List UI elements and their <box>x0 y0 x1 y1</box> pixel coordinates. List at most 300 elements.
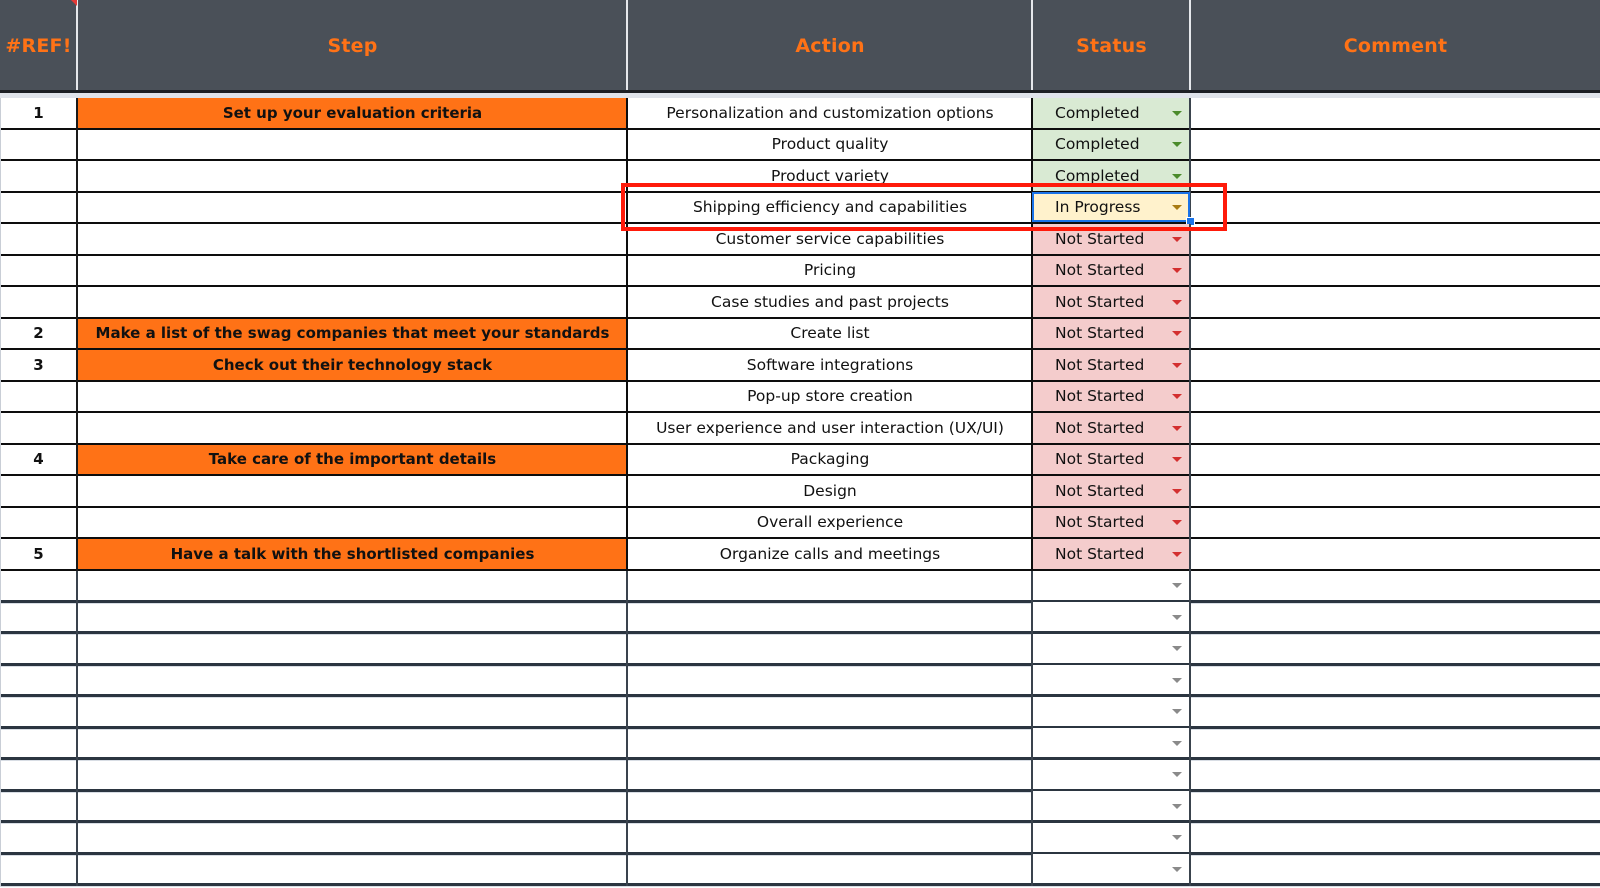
comment-cell[interactable] <box>1191 413 1600 443</box>
table-row <box>0 760 1600 792</box>
column-border <box>76 98 78 130</box>
column-border <box>76 161 78 193</box>
column-border <box>76 602 78 634</box>
status-dropdown[interactable] <box>1033 760 1190 790</box>
column-border <box>76 634 78 666</box>
column-border <box>1189 382 1191 414</box>
column-border <box>1189 634 1191 666</box>
status-dropdown[interactable] <box>1033 728 1190 758</box>
ref-cell[interactable] <box>0 508 77 538</box>
ref-cell[interactable] <box>0 382 77 412</box>
column-border <box>1031 539 1033 571</box>
status-dropdown[interactable] <box>1033 98 1190 128</box>
ref-cell[interactable] <box>0 287 77 317</box>
column-header-ref[interactable]: #REF! <box>5 35 72 57</box>
column-border <box>76 728 78 760</box>
action-cell[interactable]: Case studies and past projects <box>711 292 949 311</box>
table-row <box>0 382 1600 414</box>
comment-cell[interactable] <box>1191 445 1600 475</box>
status-dropdown[interactable] <box>1033 382 1190 412</box>
sheet-left-edge <box>0 508 1 540</box>
column-border <box>1031 98 1033 130</box>
ref-cell[interactable] <box>0 161 77 191</box>
table-row <box>0 697 1600 729</box>
action-cell[interactable] <box>628 854 1032 884</box>
dropdown-caret-icon[interactable] <box>1172 804 1182 809</box>
step-cell[interactable]: Take care of the important details <box>78 445 627 475</box>
comment-cell[interactable] <box>1191 508 1600 538</box>
column-border <box>626 760 628 792</box>
dropdown-caret-icon[interactable] <box>1172 583 1182 588</box>
dropdown-caret-icon[interactable] <box>1172 520 1182 525</box>
dropdown-caret-icon[interactable] <box>1172 237 1182 242</box>
sheet-left-edge <box>0 161 1 193</box>
column-border <box>1189 508 1191 540</box>
action-cell[interactable] <box>628 823 1032 853</box>
comment-cell[interactable] <box>1191 571 1600 601</box>
sheet-left-edge <box>0 823 1 855</box>
step-cell[interactable]: Check out their technology stack <box>78 350 627 380</box>
column-border <box>626 508 628 540</box>
header-divider <box>1189 0 1191 92</box>
table-row <box>0 571 1600 603</box>
status-dropdown[interactable] <box>1033 602 1190 632</box>
comment-cell[interactable] <box>1191 602 1600 632</box>
dropdown-caret-icon[interactable] <box>1172 205 1182 210</box>
header-divider <box>626 0 628 92</box>
ref-cell[interactable] <box>0 823 77 853</box>
sheet-left-edge <box>0 130 1 162</box>
sheet-left-edge <box>0 791 1 823</box>
comment-cell[interactable] <box>1191 161 1600 191</box>
action-cell[interactable] <box>628 602 1032 632</box>
dropdown-caret-icon[interactable] <box>1172 678 1182 683</box>
status-dropdown[interactable] <box>1033 130 1190 160</box>
status-dropdown[interactable] <box>1033 697 1190 727</box>
table-row <box>0 161 1600 193</box>
dropdown-caret-icon[interactable] <box>1172 331 1182 336</box>
step-cell[interactable] <box>78 287 627 317</box>
step-cell[interactable] <box>78 476 627 506</box>
column-border <box>1189 130 1191 162</box>
column-border <box>626 539 628 571</box>
status-value: Not Started <box>1055 261 1145 280</box>
action-cell[interactable]: Packaging <box>790 450 870 469</box>
step-cell[interactable] <box>78 854 627 884</box>
status-dropdown[interactable] <box>1033 445 1190 475</box>
ref-cell[interactable] <box>0 665 77 695</box>
column-border <box>76 445 78 477</box>
sheet-left-edge <box>0 382 1 414</box>
action-cell[interactable]: Product variety <box>771 166 889 185</box>
column-border <box>626 350 628 382</box>
action-cell[interactable]: Create list <box>790 324 870 343</box>
column-border <box>1189 319 1191 351</box>
sheet-left-edge <box>0 697 1 729</box>
dropdown-caret-icon[interactable] <box>1172 646 1182 651</box>
column-border <box>1031 193 1033 225</box>
comment-cell[interactable] <box>1191 791 1600 821</box>
header-row <box>0 0 1600 92</box>
action-cell[interactable]: Shipping efficiency and capabilities <box>692 198 968 217</box>
step-cell[interactable]: Make a list of the swag companies that meet your standards <box>78 319 627 349</box>
sheet-left-edge <box>0 539 1 571</box>
ref-cell[interactable]: 4 <box>33 450 44 469</box>
column-header-step[interactable]: Step <box>327 35 378 57</box>
step-cell[interactable] <box>78 634 627 664</box>
ref-cell[interactable] <box>0 791 77 821</box>
sheet-left-edge <box>0 728 1 760</box>
column-border <box>76 665 78 697</box>
dropdown-caret-icon[interactable] <box>1172 394 1182 399</box>
comment-cell[interactable] <box>1191 256 1600 286</box>
column-border <box>1031 476 1033 508</box>
ref-cell[interactable]: 3 <box>33 355 44 374</box>
column-border <box>626 476 628 508</box>
comment-cell[interactable] <box>1191 319 1600 349</box>
column-border <box>1031 445 1033 477</box>
column-border <box>1189 823 1191 855</box>
column-border <box>1031 571 1033 603</box>
step-cell[interactable] <box>78 791 627 821</box>
column-border <box>1031 256 1033 288</box>
sheet-left-edge <box>0 256 1 288</box>
column-border <box>76 791 78 823</box>
column-border <box>1031 350 1033 382</box>
column-header-comment[interactable]: Comment <box>1343 35 1448 57</box>
error-indicator-icon <box>71 0 77 6</box>
ref-cell[interactable] <box>0 413 77 443</box>
column-border <box>1189 571 1191 603</box>
column-border <box>626 791 628 823</box>
dropdown-caret-icon[interactable] <box>1172 552 1182 557</box>
status-value: Not Started <box>1055 418 1145 437</box>
dropdown-caret-icon[interactable] <box>1172 615 1182 620</box>
comment-cell[interactable] <box>1191 665 1600 695</box>
sheet-left-edge <box>0 571 1 603</box>
column-border <box>1189 413 1191 445</box>
step-cell[interactable] <box>78 193 627 223</box>
column-border <box>626 634 628 666</box>
sheet-left-edge <box>0 287 1 319</box>
column-border <box>626 193 628 225</box>
column-border <box>76 193 78 225</box>
column-border <box>76 287 78 319</box>
status-dropdown[interactable] <box>1033 161 1190 191</box>
column-header-status[interactable]: Status <box>1076 35 1147 57</box>
status-dropdown[interactable] <box>1033 823 1190 853</box>
step-cell[interactable] <box>78 823 627 853</box>
header-divider <box>76 0 78 92</box>
action-cell[interactable]: Customer service capabilities <box>715 229 945 248</box>
comment-cell[interactable] <box>1191 287 1600 317</box>
column-border <box>76 476 78 508</box>
action-cell[interactable]: Design <box>803 481 857 500</box>
dropdown-caret-icon[interactable] <box>1172 174 1182 179</box>
column-border <box>1031 508 1033 540</box>
action-cell[interactable] <box>628 697 1032 727</box>
column-border <box>626 224 628 256</box>
ref-cell[interactable] <box>0 697 77 727</box>
column-border <box>76 760 78 792</box>
status-dropdown[interactable] <box>1033 665 1190 695</box>
dropdown-caret-icon[interactable] <box>1172 835 1182 840</box>
ref-cell[interactable] <box>0 476 77 506</box>
step-cell[interactable] <box>78 382 627 412</box>
column-border <box>76 413 78 445</box>
dropdown-caret-icon[interactable] <box>1172 142 1182 147</box>
column-border <box>1189 350 1191 382</box>
table-row <box>0 350 1600 382</box>
column-border <box>1189 161 1191 193</box>
column-border <box>1031 161 1033 193</box>
status-value: Not Started <box>1055 513 1145 532</box>
table-row <box>0 98 1600 130</box>
sheet-left-edge <box>0 350 1 382</box>
comment-cell[interactable] <box>1191 130 1600 160</box>
status-value: Not Started <box>1055 481 1145 500</box>
dropdown-caret-icon[interactable] <box>1172 457 1182 462</box>
table-row <box>0 130 1600 162</box>
ref-cell[interactable] <box>0 760 77 790</box>
column-border <box>1189 224 1191 256</box>
status-value: Not Started <box>1055 324 1145 343</box>
column-border <box>626 382 628 414</box>
status-dropdown[interactable] <box>1033 350 1190 380</box>
column-border <box>1031 728 1033 760</box>
status-dropdown[interactable] <box>1033 193 1190 223</box>
status-dropdown[interactable] <box>1033 539 1190 569</box>
status-dropdown[interactable] <box>1033 413 1190 443</box>
action-cell[interactable]: Software integrations <box>746 355 914 374</box>
column-border <box>1189 791 1191 823</box>
dropdown-caret-icon[interactable] <box>1172 426 1182 431</box>
column-border <box>1189 854 1191 886</box>
column-header-action[interactable]: Action <box>795 35 865 57</box>
column-border <box>626 319 628 351</box>
status-dropdown[interactable] <box>1033 571 1190 601</box>
status-value: Not Started <box>1055 544 1145 563</box>
action-cell[interactable]: User experience and user interaction (UX/UI) <box>656 418 1004 437</box>
action-cell[interactable]: Pop-up store creation <box>747 387 913 406</box>
action-cell[interactable] <box>628 665 1032 695</box>
step-cell[interactable]: Have a talk with the shortlisted companies <box>78 539 627 569</box>
status-dropdown[interactable] <box>1033 319 1190 349</box>
action-cell[interactable]: Product quality <box>771 135 889 154</box>
comment-cell[interactable] <box>1191 823 1600 853</box>
column-border <box>626 571 628 603</box>
action-cell[interactable]: Pricing <box>803 261 857 280</box>
column-border <box>1031 791 1033 823</box>
sheet-left-edge <box>0 854 1 886</box>
column-border <box>1189 287 1191 319</box>
column-border <box>626 256 628 288</box>
column-border <box>1031 130 1033 162</box>
column-border <box>1189 445 1191 477</box>
status-dropdown[interactable] <box>1033 791 1190 821</box>
status-dropdown[interactable] <box>1033 634 1190 664</box>
action-cell[interactable]: Overall experience <box>756 513 904 532</box>
comment-cell[interactable] <box>1191 350 1600 380</box>
column-border <box>626 602 628 634</box>
status-value: Completed <box>1055 103 1140 122</box>
step-cell[interactable] <box>78 571 627 601</box>
status-value: Completed <box>1055 135 1140 154</box>
column-border <box>76 256 78 288</box>
status-value: Not Started <box>1055 292 1145 311</box>
column-border <box>1031 697 1033 729</box>
ref-cell[interactable] <box>0 193 77 223</box>
table-row <box>0 287 1600 319</box>
table-row <box>0 634 1600 666</box>
column-border <box>1031 382 1033 414</box>
column-border <box>1189 760 1191 792</box>
action-cell[interactable]: Organize calls and meetings <box>719 544 941 563</box>
table-row <box>0 791 1600 823</box>
step-cell[interactable] <box>78 602 627 632</box>
step-cell[interactable] <box>78 413 627 443</box>
status-dropdown[interactable] <box>1033 224 1190 254</box>
step-cell[interactable] <box>78 728 627 758</box>
column-border <box>1189 697 1191 729</box>
header-divider <box>1031 0 1033 92</box>
column-border <box>1031 319 1033 351</box>
status-dropdown[interactable] <box>1033 287 1190 317</box>
table-row <box>0 193 1600 225</box>
ref-cell[interactable] <box>0 634 77 664</box>
ref-cell[interactable] <box>0 130 77 160</box>
dropdown-caret-icon[interactable] <box>1172 111 1182 116</box>
sheet-left-edge <box>0 224 1 256</box>
column-border <box>76 319 78 351</box>
sheet-left-edge <box>0 665 1 697</box>
step-cell[interactable] <box>78 130 627 160</box>
dropdown-caret-icon[interactable] <box>1172 741 1182 746</box>
sheet-left-edge <box>0 413 1 445</box>
action-cell[interactable] <box>628 634 1032 664</box>
action-cell[interactable]: Personalization and customization options <box>666 103 994 122</box>
status-dropdown[interactable] <box>1033 508 1190 538</box>
comment-cell[interactable] <box>1191 476 1600 506</box>
status-value: Not Started <box>1055 355 1145 374</box>
ref-cell[interactable] <box>0 571 77 601</box>
status-value: Not Started <box>1055 387 1145 406</box>
ref-cell[interactable] <box>0 728 77 758</box>
sheet-left-edge <box>0 319 1 351</box>
column-border <box>626 665 628 697</box>
comment-cell[interactable] <box>1191 760 1600 790</box>
status-value: Not Started <box>1055 229 1145 248</box>
dropdown-caret-icon[interactable] <box>1172 709 1182 714</box>
dropdown-caret-icon[interactable] <box>1172 268 1182 273</box>
column-border <box>1189 728 1191 760</box>
column-border <box>626 161 628 193</box>
dropdown-caret-icon[interactable] <box>1172 300 1182 305</box>
column-border <box>1031 224 1033 256</box>
dropdown-caret-icon[interactable] <box>1172 867 1182 872</box>
column-border <box>76 697 78 729</box>
comment-cell[interactable] <box>1191 193 1600 223</box>
column-border <box>1031 634 1033 666</box>
sheet-left-edge <box>0 193 1 225</box>
status-value: Completed <box>1055 166 1140 185</box>
column-border <box>1189 539 1191 571</box>
column-border <box>76 823 78 855</box>
comment-cell[interactable] <box>1191 728 1600 758</box>
column-border <box>1189 602 1191 634</box>
step-cell[interactable] <box>78 224 627 254</box>
dropdown-caret-icon[interactable] <box>1172 772 1182 777</box>
column-border <box>626 130 628 162</box>
table-row <box>0 445 1600 477</box>
action-cell[interactable] <box>628 791 1032 821</box>
column-border <box>626 413 628 445</box>
column-border <box>1031 665 1033 697</box>
step-cell[interactable] <box>78 161 627 191</box>
status-dropdown[interactable] <box>1033 256 1190 286</box>
column-border <box>76 539 78 571</box>
column-border <box>76 854 78 886</box>
table-row <box>0 539 1600 571</box>
table-row <box>0 319 1600 351</box>
dropdown-caret-icon[interactable] <box>1172 489 1182 494</box>
status-value: In Progress <box>1055 198 1141 217</box>
status-dropdown[interactable] <box>1033 476 1190 506</box>
comment-cell[interactable] <box>1191 98 1600 128</box>
sheet-left-edge <box>0 445 1 477</box>
step-cell[interactable] <box>78 760 627 790</box>
step-cell[interactable]: Set up your evaluation criteria <box>78 98 627 128</box>
table-row <box>0 413 1600 445</box>
column-border <box>76 224 78 256</box>
column-border <box>626 854 628 886</box>
comment-cell[interactable] <box>1191 697 1600 727</box>
table-row <box>0 224 1600 256</box>
table-row <box>0 508 1600 540</box>
table-row <box>0 476 1600 508</box>
step-cell[interactable] <box>78 508 627 538</box>
column-border <box>1031 760 1033 792</box>
step-cell[interactable] <box>78 256 627 286</box>
column-border <box>1031 413 1033 445</box>
ref-cell[interactable]: 2 <box>33 324 44 343</box>
comment-cell[interactable] <box>1191 539 1600 569</box>
comment-cell[interactable] <box>1191 634 1600 664</box>
ref-cell[interactable] <box>0 602 77 632</box>
column-border <box>76 571 78 603</box>
ref-cell[interactable] <box>0 854 77 884</box>
dropdown-caret-icon[interactable] <box>1172 363 1182 368</box>
action-cell[interactable] <box>628 728 1032 758</box>
table-row <box>0 728 1600 760</box>
step-cell[interactable] <box>78 665 627 695</box>
comment-cell[interactable] <box>1191 854 1600 884</box>
step-cell[interactable] <box>78 697 627 727</box>
action-cell[interactable] <box>628 571 1032 601</box>
ref-cell[interactable]: 1 <box>33 103 44 122</box>
comment-cell[interactable] <box>1191 382 1600 412</box>
row-border-light <box>0 886 1600 887</box>
action-cell[interactable] <box>628 760 1032 790</box>
column-border <box>1189 256 1191 288</box>
sheet-left-edge <box>0 760 1 792</box>
comment-cell[interactable] <box>1191 224 1600 254</box>
ref-cell[interactable] <box>0 224 77 254</box>
column-border <box>1031 823 1033 855</box>
status-dropdown[interactable] <box>1033 854 1190 884</box>
ref-cell[interactable]: 5 <box>33 544 44 563</box>
ref-cell[interactable] <box>0 256 77 286</box>
